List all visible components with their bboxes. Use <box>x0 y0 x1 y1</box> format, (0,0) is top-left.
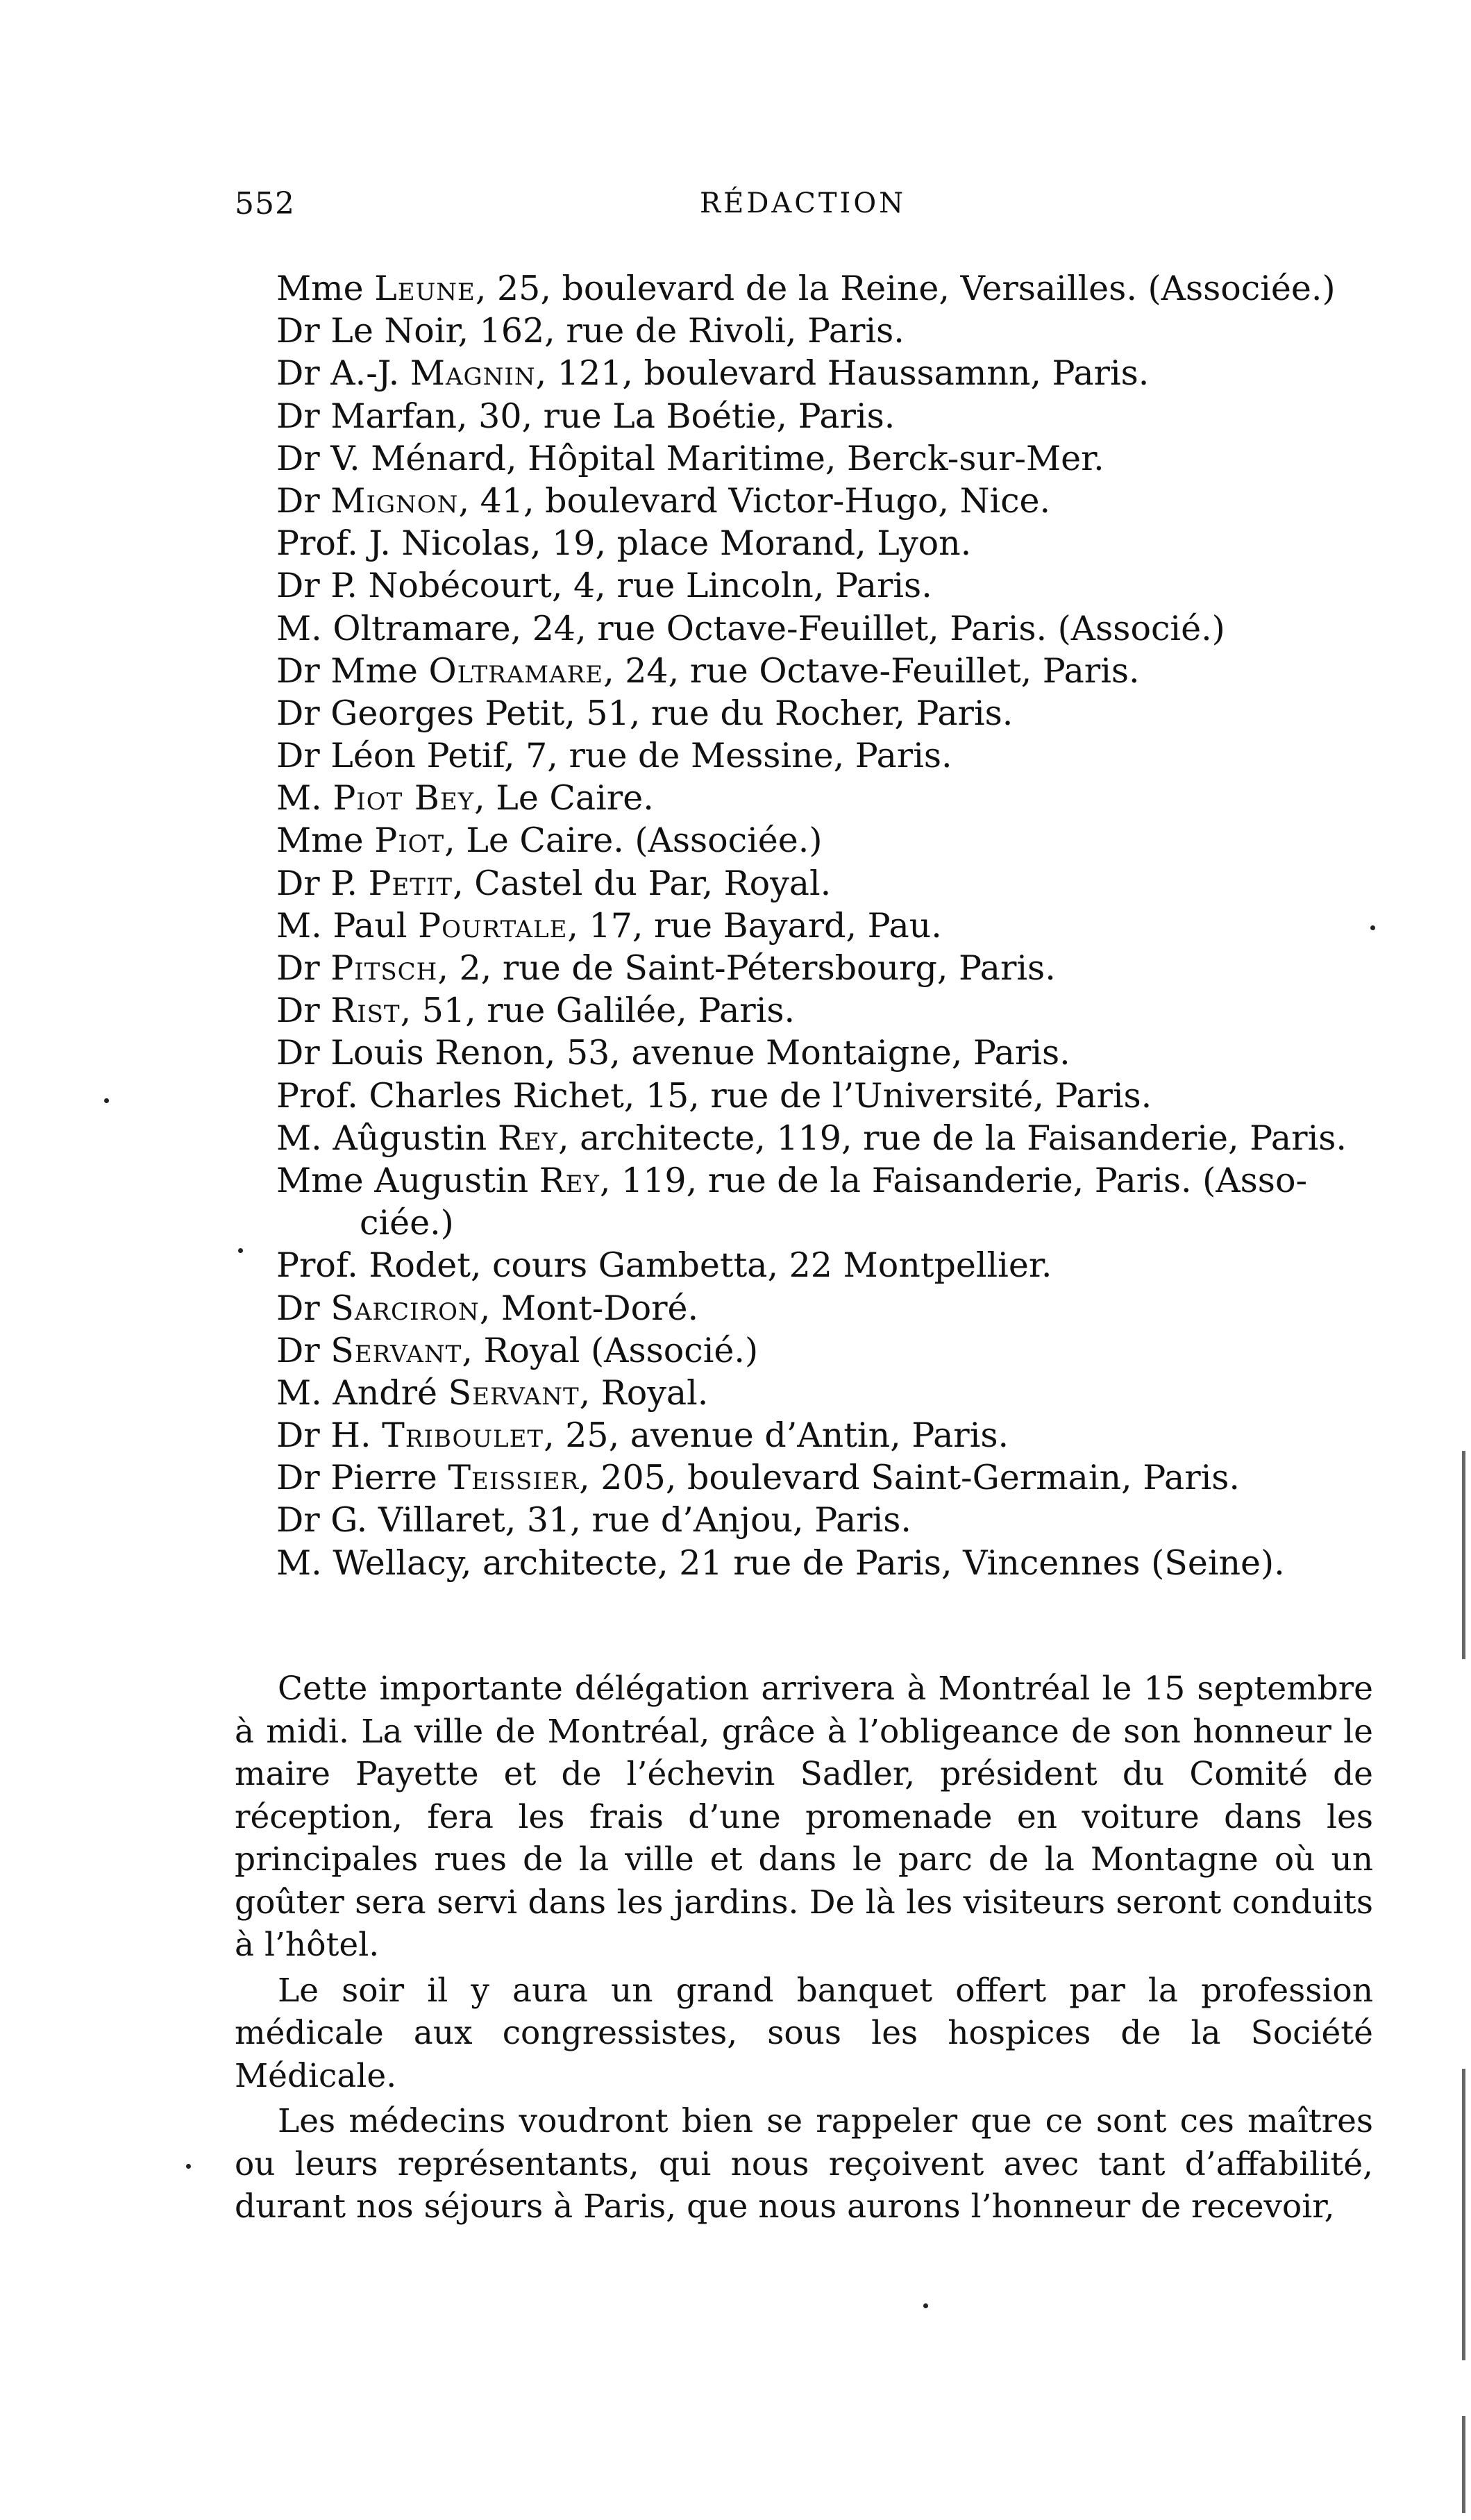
roster-rest: , 205, boulevard Saint-Germain, Paris. <box>579 1458 1241 1498</box>
scan-edge-mark <box>1462 2416 1465 2513</box>
scan-speck <box>923 2303 928 2308</box>
roster-entry <box>276 1542 1401 1584</box>
roster-prefix: Dr A.-J. <box>276 353 410 394</box>
roster-prefix: Dr P. Nobécourt <box>276 566 552 606</box>
roster-entry <box>276 1032 1401 1074</box>
roster-prefix: Mme <box>276 821 375 861</box>
delegate-list <box>276 267 1401 1584</box>
roster-prefix: Dr Léon Petif <box>276 736 504 776</box>
roster-prefix: Prof. Charles Richet <box>276 1075 624 1116</box>
roster-prefix: ciée.) <box>360 1203 454 1243</box>
roster-entry <box>276 819 1401 862</box>
roster-rest: , 51, rue Galilée, Paris. <box>400 991 796 1031</box>
roster-prefix: Dr Mme <box>276 650 429 691</box>
roster-prefix: Dr Louis Renon <box>276 1033 545 1073</box>
roster-rest: , 24, rue Octave-Feuillet, Paris. <box>603 650 1140 691</box>
running-title: RÉDACTION <box>700 187 907 219</box>
roster-rest: , cours Gambetta, 22 Montpellier. <box>470 1245 1052 1286</box>
roster-surname: Servant <box>330 1330 462 1370</box>
roster-rest: , 17, rue Bayard, Pau. <box>567 905 942 946</box>
roster-prefix: Dr <box>276 1330 331 1370</box>
roster-prefix: Prof. J. Nicolas <box>276 523 530 564</box>
roster-entry <box>276 522 1401 564</box>
roster-prefix: Prof. Rodet <box>276 1245 471 1286</box>
scan-edge-mark <box>1462 1451 1465 1659</box>
roster-surname: Leune <box>374 269 476 308</box>
roster-prefix: Dr V. Ménard <box>276 438 506 478</box>
roster-entry <box>276 1499 1401 1541</box>
roster-prefix: Dr P. <box>276 863 369 903</box>
roster-prefix: Mme Augustin <box>276 1160 539 1200</box>
scan-speck <box>238 1248 243 1253</box>
roster-rest: , 15, rue de l’Université, Paris. <box>623 1075 1152 1116</box>
roster-prefix: Dr Pierre <box>276 1458 448 1498</box>
roster-rest: , 25, avenue d’Antin, Paris. <box>544 1416 1009 1456</box>
roster-prefix: Dr <box>276 948 331 988</box>
roster-entry <box>276 1329 1401 1372</box>
roster-prefix: M. André <box>276 1372 448 1413</box>
roster-entry <box>276 1117 1401 1159</box>
scan-edge-mark <box>1462 2069 1465 2360</box>
roster-rest: , 7, rue de Messine, Paris. <box>503 736 952 776</box>
roster-rest: , 121, boulevard Haussamnn, Paris. <box>535 353 1150 394</box>
roster-rest: , 25, boulevard de la Reine, Versailles. (Associée.) <box>475 269 1336 308</box>
scan-speck <box>104 1098 109 1103</box>
page-number: 552 <box>235 186 295 221</box>
roster-rest: , Le Caire. (Associée.) <box>444 821 823 861</box>
roster-surname: Triboulet <box>382 1416 544 1456</box>
roster-rest: , Mont-Doré. <box>479 1288 699 1328</box>
roster-entry <box>276 1287 1401 1329</box>
scan-speck <box>186 2164 191 2169</box>
roster-rest: , 41, boulevard Victor-Hugo, Nice. <box>458 480 1051 521</box>
roster-prefix: Dr Le Noir <box>276 311 458 351</box>
roster-surname: Piot Bey <box>333 778 475 818</box>
roster-entry <box>276 1372 1401 1414</box>
roster-entry <box>276 862 1401 905</box>
roster-prefix: Dr <box>276 1288 331 1328</box>
roster-rest: , Castel du Par, Royal. <box>453 863 832 903</box>
roster-entry <box>276 310 1401 352</box>
roster-surname: Pourtale <box>418 905 568 946</box>
roster-prefix: Dr Georges Petit <box>276 693 565 733</box>
roster-entry <box>276 734 1401 777</box>
roster-prefix: M. <box>276 778 333 818</box>
roster-entry <box>276 607 1401 650</box>
roster-surname: Teissier <box>448 1458 580 1498</box>
roster-entry <box>276 989 1401 1032</box>
roster-prefix: M. Aûgustin <box>276 1118 498 1158</box>
paragraph: Les médecins voudront bien se rappeler que ce sont ces maîtres ou leurs représentants, qui nous reçoivent avec tant d’affabilité, durant nos séjours à Paris, que nous aurons l’honneur de recevoir, <box>235 2102 1373 2226</box>
roster-surname: Rey <box>539 1160 600 1200</box>
roster-rest: , Royal (Associé.) <box>462 1330 759 1370</box>
roster-entry <box>276 437 1401 480</box>
roster-surname: Sarciron <box>330 1288 480 1328</box>
roster-rest: , 4, rue Lincoln, Paris. <box>551 566 932 606</box>
roster-entry <box>276 1159 1401 1202</box>
roster-rest: , 24, rue Octave-Feuillet, Paris. (Associé.) <box>510 608 1225 648</box>
roster-prefix: M. Paul <box>276 905 419 946</box>
roster-rest: , architecte, 119, rue de la Faisanderie, Paris. <box>558 1118 1347 1158</box>
roster-surname: Piot <box>374 821 445 861</box>
scan-speck <box>1370 925 1375 930</box>
roster-entry <box>276 692 1401 734</box>
roster-rest: , 119, rue de la Faisanderie, Paris. (Asso- <box>599 1160 1308 1200</box>
roster-rest: , Royal. <box>579 1372 709 1413</box>
roster-entry <box>276 395 1401 437</box>
body-text <box>235 1668 1373 2228</box>
roster-rest: , 51, rue du Rocher, Paris. <box>564 693 1014 733</box>
roster-prefix: M. Wellacy <box>276 1543 461 1583</box>
roster-prefix: Mme <box>276 269 375 308</box>
roster-entry <box>276 777 1401 819</box>
roster-entry <box>276 1456 1401 1499</box>
roster-rest: , 162, rue de Rivoli, Paris. <box>457 311 905 351</box>
roster-rest: , 2, rue de Saint-Pétersbourg, Paris. <box>437 948 1056 988</box>
roster-entry <box>276 352 1401 394</box>
roster-surname: Rist <box>330 991 401 1031</box>
roster-surname: Pitsch <box>330 948 438 988</box>
roster-prefix: Dr <box>276 991 331 1031</box>
roster-rest: , 19, place Morand, Lyon. <box>530 523 972 564</box>
roster-prefix: Dr Marfan <box>276 396 457 436</box>
roster-entry <box>276 480 1401 522</box>
roster-surname: Rey <box>497 1118 559 1158</box>
paragraph: Le soir il y aura un grand banquet offert par la profession médicale aux congressistes, sous les hospices de la Société Médicale. <box>235 1971 1373 2095</box>
roster-entry <box>276 947 1401 989</box>
roster-surname: Petit <box>368 863 453 903</box>
roster-prefix: Dr G. Villaret <box>276 1500 505 1540</box>
page-header <box>235 186 1373 235</box>
roster-prefix: Dr <box>276 480 331 521</box>
roster-entry <box>276 1075 1401 1117</box>
roster-entry <box>276 650 1401 692</box>
roster-entry <box>276 267 1401 310</box>
paragraph: Cette importante délégation arrivera à Montréal le 15 septembre à midi. La ville de Montréal, grâce à l’obligeance de son honneur le maire Payette et de l’échevin Sadler, président du Comité de réception, fera les frais d’une promenade en voiture dans les principales rues de la ville et dans le parc de la Montagne où un goûter sera servi dans les jardins. De là les visiteurs seront conduits à l’hôtel. <box>235 1670 1373 1964</box>
roster-entry <box>276 1414 1401 1456</box>
roster-entry <box>276 564 1401 607</box>
roster-rest: , Hôpital Maritime, Berck-sur-Mer. <box>506 438 1104 478</box>
roster-rest: , architecte, 21 rue de Paris, Vincennes (Seine). <box>460 1543 1285 1583</box>
roster-rest: , 53, avenue Montaigne, Paris. <box>544 1033 1070 1073</box>
roster-rest: , Le Caire. <box>474 778 654 818</box>
roster-entry <box>276 1202 1401 1244</box>
roster-surname: Magnin <box>410 353 536 394</box>
roster-entry <box>276 905 1401 947</box>
roster-rest: , 30, rue La Boétie, Paris. <box>457 396 896 436</box>
roster-prefix: Dr H. <box>276 1416 383 1456</box>
roster-prefix: M. Oltramare <box>276 608 511 648</box>
roster-entry <box>276 1244 1401 1286</box>
roster-surname: Oltramare <box>428 650 604 691</box>
roster-surname: Servant <box>448 1372 580 1413</box>
roster-rest: , 31, rue d’Anjou, Paris. <box>505 1500 911 1540</box>
roster-surname: Mignon <box>330 480 459 521</box>
